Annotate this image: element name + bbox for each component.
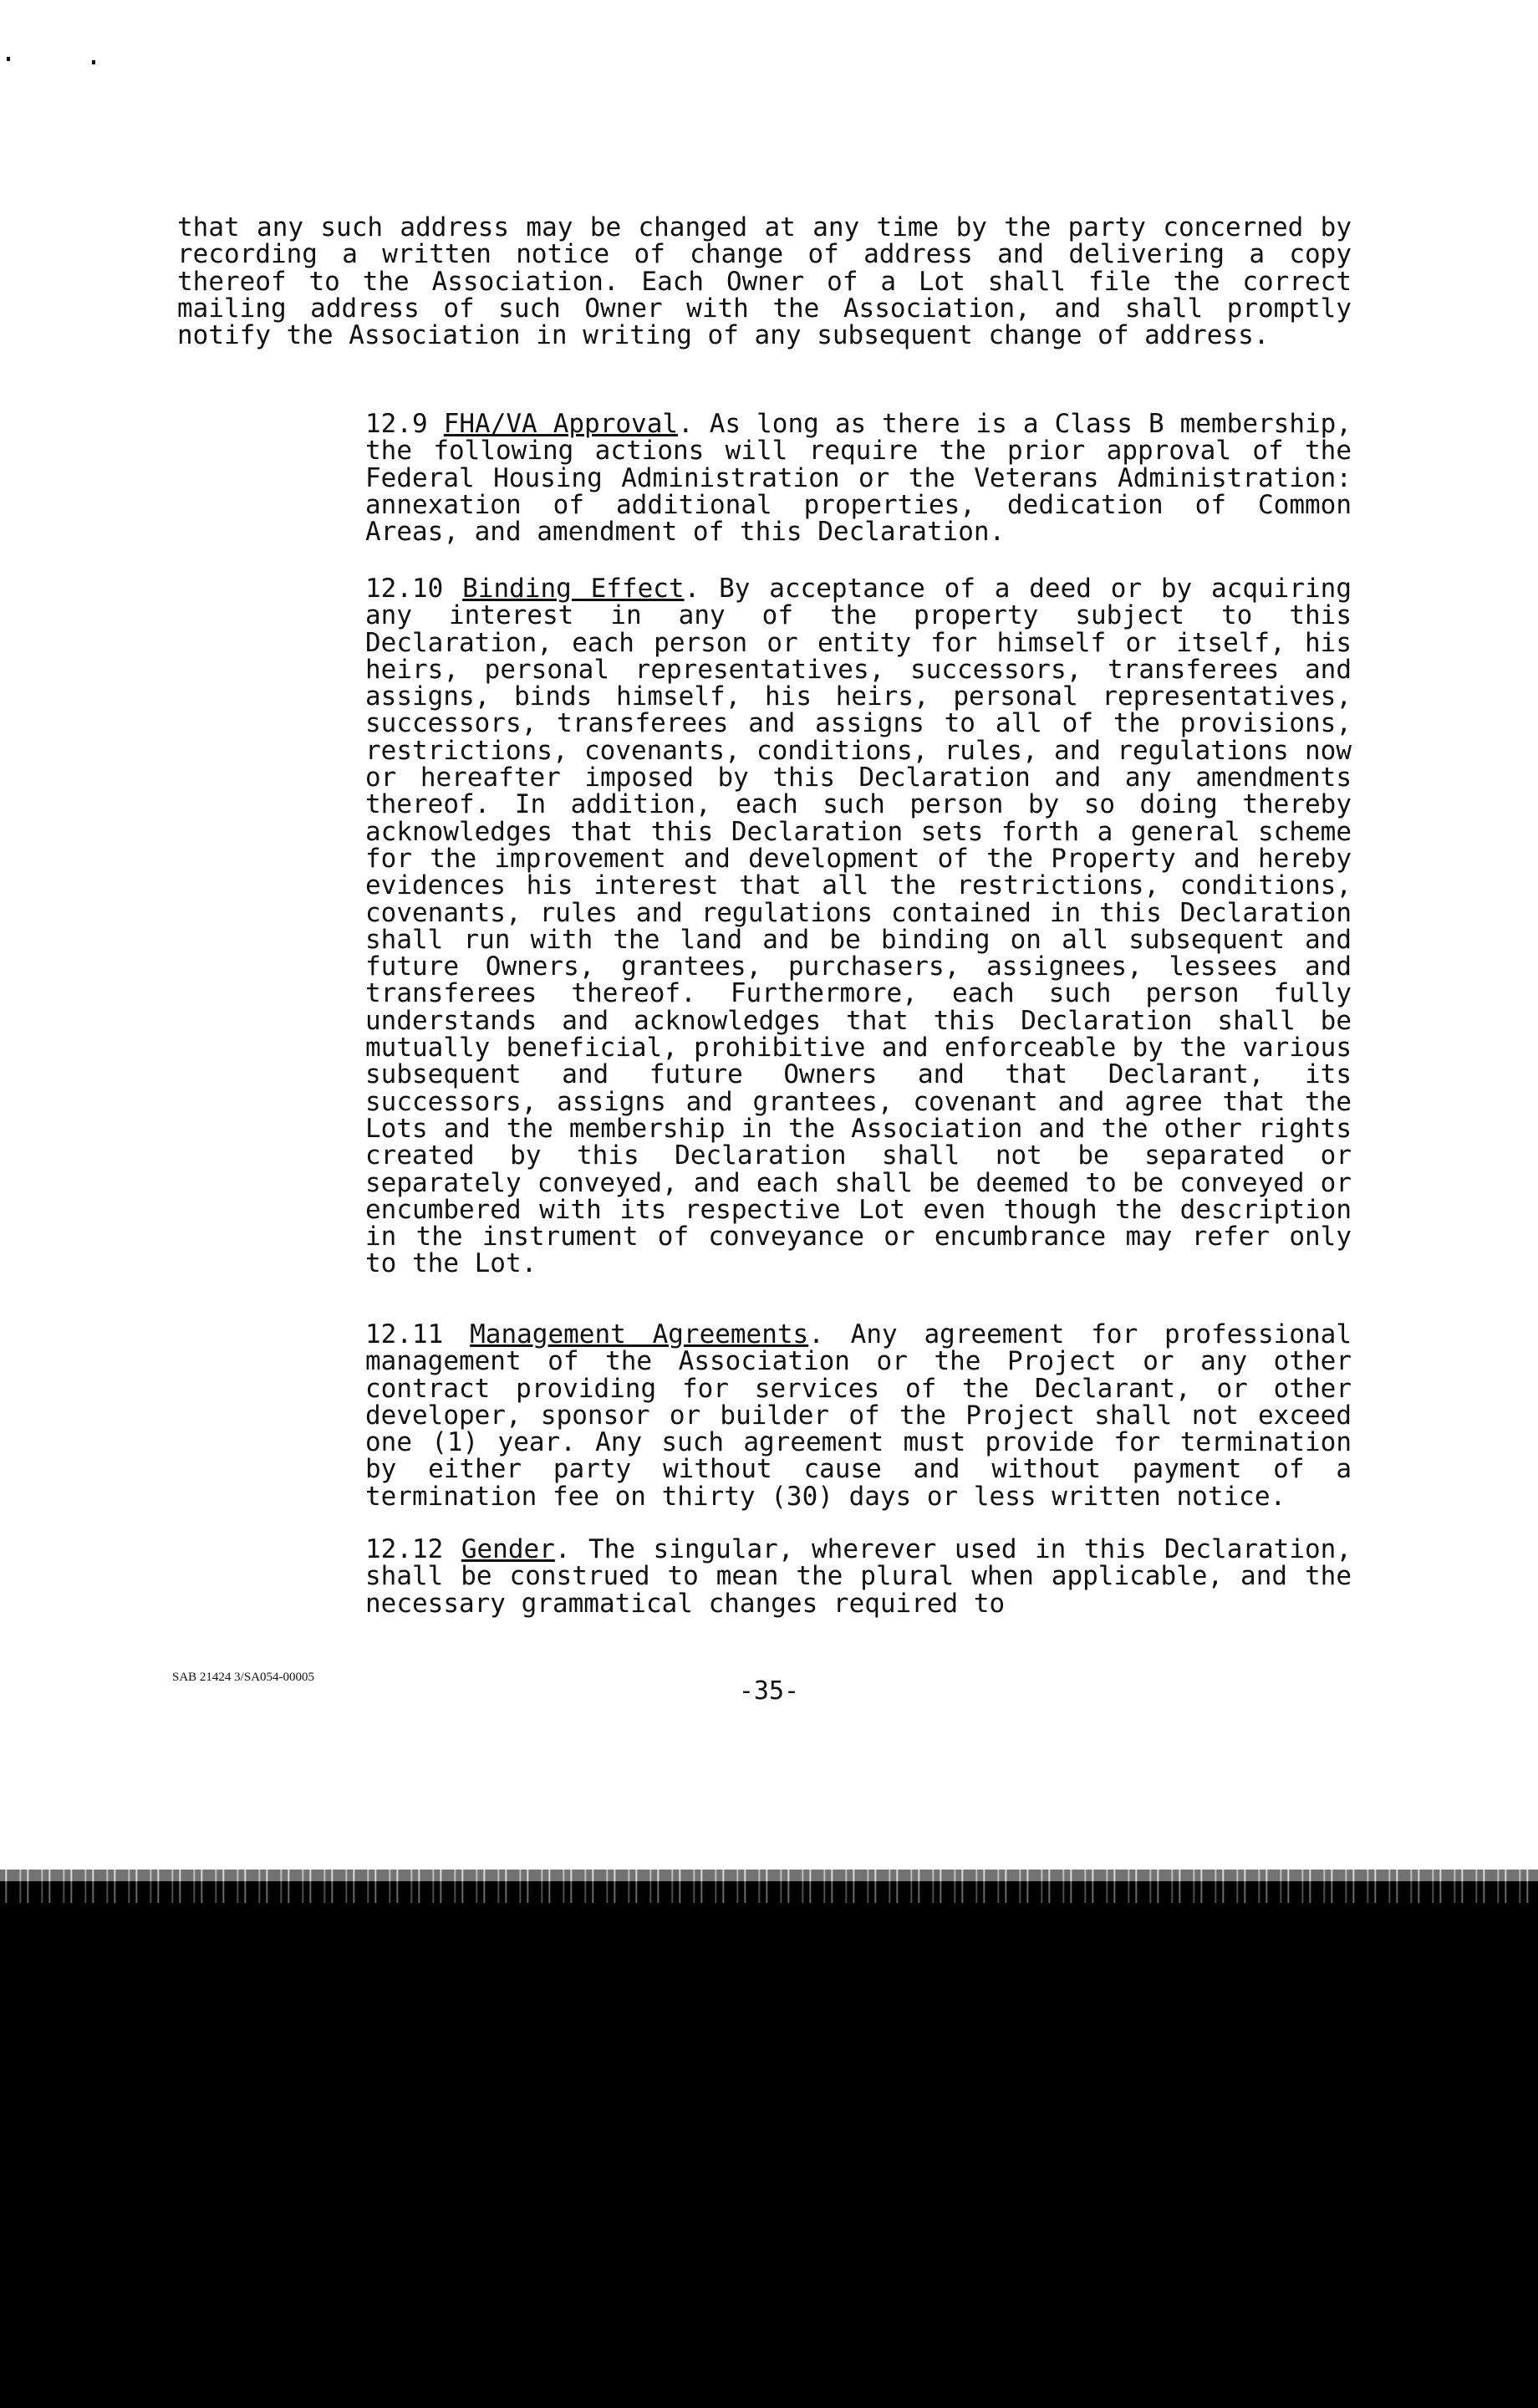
section-heading: Management Agreements [470,1319,809,1349]
section-body: . As long as there is a Class B membership, the following actions will require the prior approval of the Federal Housing Administration or the Veterans Administration: annexation of additional properties, dedication of Common Areas, and amendment of this Declaration. [365,409,1352,548]
section-heading: FHA/VA Approval [443,409,679,439]
section-number: 12.12 [365,1534,444,1564]
section-body: . By acceptance of a deed or by acquiring any interest in any of the property subject to this Declaration, each person or entity for himself or itself, his heirs, personal representatives, successors, transferees and assigns, binds himself, his heirs, personal representatives, successors, transferees and assigns to all of the provisions, restrictions, covenants, conditions, rules, and regulations now or hereafter imposed by this Declaration and any amendments thereof. In addition, each such person by so doing thereby acknowledges that this Declaration sets forth a general scheme for the improvement and development of the Property and hereby evidences his interest that all the restrictions, conditions, covenants, rules and regulations contained in this Declaration shall run with the land and be binding on all subsequent and future Owners, grantees, purchasers, assignees, lessees and transferees thereof. Furthermore, each such person fully understands and acknowledges that this Declaration shall be mutually beneficial, prohibitive and enforceable by the various subsequent and future Owners and that Declarant, its successors, assigns and grantees, covenant and agree that the Lots and the membership in the Association and the other rights created by this Declaration shall not be separated or separately conveyed, and each shall be deemed to be conveyed or encumbered with its respective Lot even though the description in the instrument of conveyance or encumbrance may refer only to the Lot. [365,574,1352,1279]
section-12-9 [177,409,1352,548]
section-body: . Any agreement for professional management of the Association or the Project or any other contract providing for services of the Declarant, or other developer, sponsor or builder of the Project shall not exceed one (1) year. Any such agreement must provide for termination by either party without cause and without payment of a termination fee on thirty (30) days or less written notice. [365,1319,1352,1512]
section-body: . The singular, wherever used in this Declaration, shall be construed to mean the plural when applicable, and the necessary grammatical changes required to [365,1534,1352,1619]
scan-speck [7,57,10,61]
section-12-11 [177,1321,1352,1510]
continuation-paragraph [177,214,1352,349]
scan-edge-noise [0,1870,1538,1903]
paragraph-text: that any such address may be changed at any time by the party concerned by recording a written notice of change of address and delivering a copy thereof to the Association. Each Owner of a Lot shall file the correct mailing address of such Owner with the Association, and shall promptly notify the Association in writing of any subsequent change of address. [177,212,1352,351]
section-number: 12.9 [365,409,428,439]
section-heading: Binding Effect [462,574,685,604]
section-12-10 [177,575,1352,1278]
scan-speck [92,60,95,64]
section-number: 12.11 [365,1319,444,1349]
page-number: -35- [738,1676,800,1706]
section-heading: Gender [461,1534,555,1564]
section-12-12 [177,1536,1352,1617]
section-number: 12.10 [365,574,444,604]
document-code: SAB 21424 3/SA054-00005 [172,1671,315,1684]
